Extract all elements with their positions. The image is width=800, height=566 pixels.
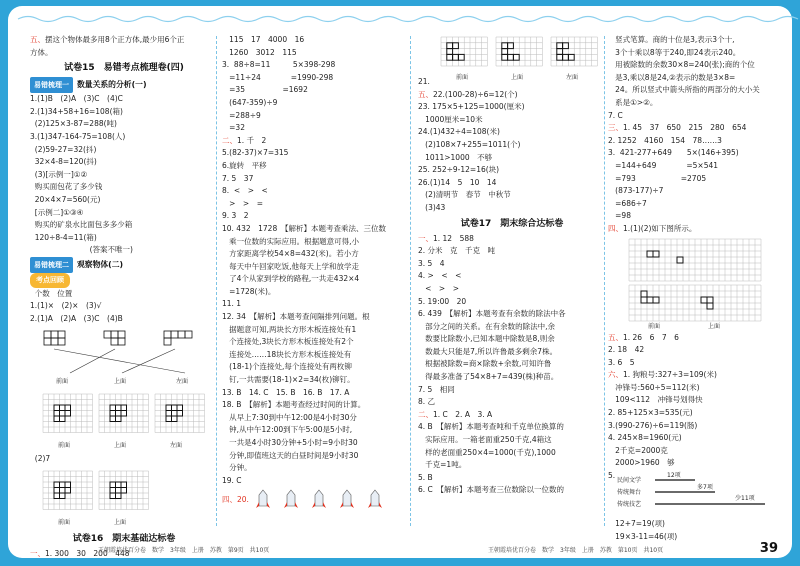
subsection-badge: 易错梳理二 bbox=[30, 257, 73, 273]
answer-line: (答案不唯一) bbox=[30, 245, 133, 255]
bar-label-11: 少11项 bbox=[735, 495, 755, 503]
answer-line: 2. 分米 克 千克 吨 bbox=[418, 246, 496, 256]
wave-border-top bbox=[18, 14, 798, 24]
answer-line: 根据被除数=商×除数+余数,可知许鲁 bbox=[418, 359, 552, 369]
answer-line: =11÷24 =1990-298 bbox=[222, 72, 334, 82]
answer-line: =1728(米)。 bbox=[222, 286, 276, 296]
section-title: 试卷17 期末综合达标卷 bbox=[460, 218, 564, 229]
answer-line: 6. 439 【解析】本题考查有余数的除法中各 bbox=[418, 309, 566, 319]
answer-line: 5. B bbox=[418, 472, 433, 482]
part-marker: 五、 bbox=[418, 89, 433, 99]
column-divider bbox=[216, 36, 217, 526]
answer-line: 数要比除数小,已知本题中除数是8,则余 bbox=[418, 334, 555, 344]
answer-line: [示例二]①③④ bbox=[30, 207, 84, 217]
answer-line: 了4个从家到学校的路程,一共走432×4 bbox=[222, 274, 360, 284]
grid-figure bbox=[441, 37, 487, 66]
part-marker: 五、 bbox=[608, 332, 623, 342]
review-badge: 考点回顾 bbox=[30, 273, 70, 288]
answer-line: 11. 1 bbox=[222, 299, 242, 309]
answer-line: 数最大只能是7,所以许鲁最多剩余7株。 bbox=[418, 346, 558, 356]
part-marker: 二、 bbox=[418, 409, 433, 419]
answer-line: 据题意可知,两块长方形木板连接处有1 bbox=[222, 324, 357, 334]
answer-line: 购买的矿泉水比面包多多少箱 bbox=[30, 220, 133, 230]
answer-line: < > > bbox=[418, 283, 460, 293]
label-front: 前面 bbox=[56, 378, 69, 386]
answer-line: 23. 175×5+125=1000(厘米) bbox=[418, 102, 525, 112]
answer-line: (2)125×3-87=288(吨) bbox=[30, 119, 117, 129]
answer-line: 20×4×7=560(元) bbox=[30, 194, 101, 204]
answer-line: 方家距离学校54×8=432(米)。若小方 bbox=[222, 249, 359, 259]
grid-label: 左面 bbox=[170, 442, 183, 450]
answer-line bbox=[608, 369, 796, 382]
answer-line bbox=[418, 34, 606, 89]
grid-figure bbox=[496, 37, 542, 66]
answer-text: 1.(1)(2)如下图所示。 bbox=[623, 223, 697, 233]
figure-grid-two bbox=[30, 468, 218, 528]
label-top: 上面 bbox=[708, 322, 721, 330]
answer-line: 分钟。 bbox=[222, 463, 252, 473]
answer-line: 3. 88÷8=11 5×398-298 bbox=[222, 60, 336, 70]
grid-figure bbox=[629, 285, 761, 321]
answer-line: 1.(1)B (2)A (3)C (4)C bbox=[30, 94, 123, 104]
figure-rockets bbox=[249, 487, 399, 513]
grid-figure bbox=[99, 471, 149, 510]
answer-line: =35 =1692 bbox=[222, 85, 308, 95]
answer-line bbox=[222, 487, 410, 513]
part-marker: 五、 bbox=[30, 35, 45, 44]
answer-line: 19. C bbox=[222, 475, 242, 485]
answer-line: =288÷9 bbox=[222, 110, 261, 120]
answer-line: (2)7 bbox=[30, 454, 51, 464]
answer-line: 2.(1)A (2)A (3)C (4)B bbox=[30, 313, 123, 323]
answer-line: 乘一位数的实际应用。根据题意可得,小 bbox=[222, 236, 360, 246]
answer-line: 个数 位置 bbox=[30, 288, 73, 298]
answer-line: 3. 5 4 bbox=[418, 258, 445, 268]
part-marker: 六、 bbox=[608, 370, 623, 380]
answer-line: 2. 85+125×3=535(元) bbox=[608, 408, 693, 418]
answer-line: 实际应用。一箱老面重250千克,4箱这 bbox=[418, 435, 552, 445]
answer-line: 6.旋转 平移 bbox=[222, 160, 267, 170]
column-divider bbox=[604, 36, 605, 526]
subsection-title: 数量关系的分析(一) bbox=[77, 80, 147, 90]
bar-label-c: 传统技艺 bbox=[617, 501, 642, 509]
answer-line: (3)43 bbox=[418, 202, 446, 212]
label-top: 上面 bbox=[114, 378, 127, 386]
answer-line bbox=[418, 409, 606, 422]
answer-line: 系是①>②。 bbox=[608, 97, 658, 107]
answer-line bbox=[608, 470, 796, 518]
answer-line: 4. > < < bbox=[418, 271, 462, 281]
figure-grid-three bbox=[30, 391, 218, 451]
part-marker: 一、 bbox=[418, 233, 433, 243]
answer-line: 3. 6 5 bbox=[608, 357, 635, 367]
answer-text: 1. 千 2 bbox=[237, 135, 267, 145]
answer-line: 钉,一共需要(18-1)×2=34(枚)铆钉。 bbox=[222, 375, 355, 385]
grid-figure bbox=[629, 239, 761, 281]
answer-line: 6. C 【解析】本题考查三位数除以一位数的 bbox=[418, 485, 565, 495]
answer-line: =686÷7 bbox=[608, 198, 647, 208]
bar-label-a: 民间文学 bbox=[617, 477, 642, 485]
answer-line: 2000>1960 够 bbox=[608, 458, 675, 468]
answer-line: =793 =2705 bbox=[608, 173, 707, 183]
answer-line: =144+649 =5×541 bbox=[608, 160, 719, 170]
label-left: 左面 bbox=[176, 378, 189, 386]
answer-line: (3)[示例一]①② bbox=[30, 169, 88, 179]
answer-line: 13. B 14. C 15. B 16. B 17. A bbox=[222, 387, 350, 397]
answer-line: 115 17 4000 16 bbox=[222, 35, 305, 44]
answer-line: 冲锋号:560÷5=112(米) bbox=[608, 382, 700, 392]
answer-line: 从早上7:30到中午12:00是4小时30分 bbox=[222, 412, 357, 422]
answer-line: 2. 1252 4160 154 78……3 bbox=[608, 135, 722, 145]
answer-line: 5.(82-37)×7=315 bbox=[222, 148, 289, 158]
grid-figure bbox=[551, 37, 597, 66]
grid-label: 上面 bbox=[114, 518, 127, 526]
answer-line: 26.(1)14 5 10 14 bbox=[418, 177, 497, 187]
answer-line: =98 bbox=[608, 211, 631, 221]
answer-text: 22.(100-28)÷6=12(个) bbox=[433, 89, 518, 99]
answer-line: (2)清明节 春节 中秋节 bbox=[418, 190, 511, 200]
answer-line: 8. < > < bbox=[222, 186, 268, 196]
figure-grid-col4 bbox=[608, 238, 796, 330]
subsection-header bbox=[30, 77, 218, 93]
figure-front-top-links bbox=[30, 327, 218, 389]
answer-line: 2. 18 42 bbox=[608, 345, 645, 355]
answer-sheet bbox=[8, 6, 792, 558]
answer-line bbox=[608, 223, 796, 236]
answer-line: 每天中午回家吃饭,他每天上学和放学走 bbox=[222, 261, 360, 271]
answer-line: 钟,从中午12:00到下午5:00是5小时, bbox=[222, 425, 353, 435]
answer-line: 4. B 【解析】本题考查吨和千克单位换算的 bbox=[418, 422, 564, 432]
answer-line: 竖式笔算。商的十位是3,表示3个十, bbox=[608, 35, 735, 44]
answer-line: 4. 245×8=1960(元) bbox=[608, 433, 682, 443]
answer-line bbox=[608, 122, 796, 135]
label-front: 前面 bbox=[648, 322, 661, 330]
answer-line: 购买面包花了多少钱 bbox=[30, 182, 103, 192]
part-marker: 四、 bbox=[608, 223, 623, 233]
answer-line: 3. 421-277+649 5×(146+395) bbox=[608, 148, 739, 158]
grid-label: 前面 bbox=[455, 74, 468, 81]
answer-line: > > = bbox=[222, 198, 264, 208]
answer-text: 1. 45 37 650 215 280 654 bbox=[623, 123, 747, 133]
column-4 bbox=[608, 34, 796, 541]
answer-line: 7. 5 相同 bbox=[418, 384, 455, 394]
answer-line: 24.(1)432÷4=108(米) bbox=[418, 127, 500, 137]
answer-text: 1. 狗粮号:327÷3=109(米) bbox=[623, 370, 717, 380]
grid-figure bbox=[43, 394, 93, 433]
answer-line bbox=[418, 89, 606, 102]
answer-text: 1. 26 6 7 6 bbox=[623, 332, 679, 342]
answer-line: 连接处……18块长方形木板连接处有 bbox=[222, 349, 352, 359]
answer-line: 1000厘米=10米 bbox=[418, 114, 483, 124]
answer-line: 1011>1000 不够 bbox=[418, 152, 493, 162]
answer-line: (2)59-27=32(抖) bbox=[30, 144, 97, 154]
bar-label-12: 12项 bbox=[667, 472, 681, 480]
answer-line: 2千克=2000克 bbox=[608, 445, 668, 455]
footer-left: 王朝霞培优百分卷 数学 3年级 上册 苏教 第9页 共10页 bbox=[98, 547, 270, 554]
answer-line: 19×3-11=46(项) bbox=[608, 531, 678, 541]
answer-text: 1. 300 30 200 448 bbox=[45, 548, 130, 558]
answer-line: =32 bbox=[222, 123, 245, 133]
answer-line: 12. 34 【解析】本题考查间隔排列问题。根 bbox=[222, 312, 370, 322]
answer-line: 千克=1吨。 bbox=[418, 460, 467, 470]
answer-line: 方体。 bbox=[30, 47, 53, 57]
answer-number: 21. bbox=[418, 77, 430, 86]
answer-line bbox=[418, 233, 606, 246]
answer-line: 得最多准备了54×8+7=439(株)种苗。 bbox=[418, 372, 559, 382]
bar-label-b: 传统舞台 bbox=[617, 489, 642, 497]
answer-line: 109<112 冲锋号划得快 bbox=[608, 395, 703, 405]
answer-line: 32×4-8=120(抖) bbox=[30, 157, 97, 167]
answer-line: 3.(1)347-164-75=108(人) bbox=[30, 131, 126, 141]
answer-line: 3个十乘以8等于240,即24表示240。 bbox=[608, 47, 741, 57]
subsection-badge: 易错梳理一 bbox=[30, 77, 73, 93]
answer-line bbox=[30, 34, 218, 47]
answer-line: 2.(1)34+58+16=108(箱) bbox=[30, 106, 123, 116]
answer-line: 部分之间的关系。在有余数的除法中,余 bbox=[418, 321, 556, 331]
answer-text: 摆这个物体最多用8个正方体,最少用6个正 bbox=[45, 35, 185, 44]
column-3 bbox=[418, 34, 606, 534]
answer-line: 7. C bbox=[608, 110, 623, 120]
part-marker: 一、 bbox=[30, 548, 45, 558]
grid-label: 左面 bbox=[565, 74, 578, 81]
answer-line: 5. 19:00 20 bbox=[418, 296, 467, 306]
bar-label-7: 多7项 bbox=[697, 484, 713, 492]
section-title: 试卷16 期末基础达标卷 bbox=[72, 533, 176, 544]
answer-line: 9. 3 2 bbox=[222, 211, 249, 221]
answer-line bbox=[608, 332, 796, 345]
answer-line: 18. B 【解析】本题考查经过时间的计算。 bbox=[222, 400, 366, 410]
answer-line: 120÷8-4=11(箱) bbox=[30, 232, 97, 242]
review-row bbox=[30, 273, 218, 288]
grid-figure bbox=[43, 471, 93, 510]
answer-line bbox=[222, 135, 410, 148]
subsection-header bbox=[30, 257, 218, 273]
answer-text: 1. 12 588 bbox=[433, 233, 474, 243]
part-marker: 二、 bbox=[222, 135, 237, 145]
answer-line: 12+7=19(项) bbox=[608, 519, 665, 529]
answer-line: 样的老面重250×4=1000(千克),1000 bbox=[418, 447, 556, 457]
answer-line: 用被除数的余数30×8=240(张);商的个位 bbox=[608, 60, 755, 70]
grid-figure bbox=[99, 394, 149, 433]
footer-right: 王朝霞培优百分卷 数学 3年级 上册 苏教 第10页 共10页 bbox=[488, 547, 664, 554]
answer-line: 是3,乘以8是24,②表示的数是3×8= bbox=[608, 72, 736, 82]
answer-line: 1260 3012 115 bbox=[222, 47, 297, 57]
grid-figure bbox=[155, 394, 205, 433]
grid-label: 前面 bbox=[58, 442, 71, 450]
answer-line: 1.(1)× (2)× (3)√ bbox=[30, 301, 102, 311]
answer-line: 25. 252÷9-12=16(块) bbox=[418, 165, 500, 175]
answer-line: 7. 5 37 bbox=[222, 173, 254, 183]
section-title: 试卷15 易错考点梳理卷(四) bbox=[64, 63, 184, 74]
answer-line: (873-177)÷7 bbox=[608, 186, 664, 196]
part-marker: 三、 bbox=[608, 123, 623, 133]
column-2 bbox=[222, 34, 410, 534]
answer-number: 四、20. bbox=[222, 495, 249, 505]
answer-line: (18-1)个连接处,每个连接处有两枚铆 bbox=[222, 362, 352, 372]
grid-label: 上面 bbox=[114, 442, 127, 450]
grid-label: 前面 bbox=[58, 518, 71, 526]
answer-line: (647-359)÷9 bbox=[222, 97, 278, 107]
column-divider bbox=[410, 36, 411, 526]
figure-bar-diagram bbox=[615, 470, 785, 518]
answer-line: 个连接处,3块长方形木板连接处有2个 bbox=[222, 337, 354, 347]
answer-line: 一共是4小时30分钟+5小时=9小时30 bbox=[222, 438, 358, 447]
page-number: 39 bbox=[759, 541, 778, 556]
answer-line: 10. 432 1728 【解析】本题考查乘法、三位数 bbox=[222, 223, 386, 233]
answer-number: 5. bbox=[608, 471, 616, 481]
answer-line: 3.(990-276)÷6=119(肠) bbox=[608, 420, 698, 430]
answer-line: 8. 乙 bbox=[418, 397, 436, 407]
figure-grid-answer-21 bbox=[430, 34, 600, 84]
answer-text: 1. C 2. A 3. A bbox=[433, 409, 493, 419]
answer-line: (2)108×7+255=1011(个) bbox=[418, 139, 521, 149]
answer-line: 24。所以竖式中箭头所指的两部分的大小关 bbox=[608, 85, 760, 95]
grid-label: 上面 bbox=[510, 74, 523, 81]
answer-line: 分钟,即值班这天的白昼时间是9小时30 bbox=[222, 450, 359, 460]
subsection-title: 观察物体(二) bbox=[77, 259, 124, 269]
